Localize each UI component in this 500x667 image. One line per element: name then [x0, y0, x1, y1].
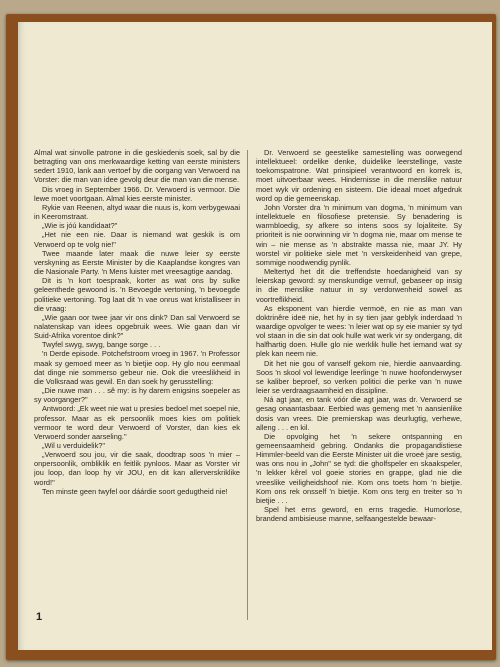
paragraph: Meltertyd het dit die treffendste hoedanigheid van sy leierskap geword: sy menskundige vernuf, gebaseer op insig in die menslike natuur in sy verdorwenheid sowel as voortreflikheid.: [256, 267, 462, 304]
paragraph: Dis vroeg in September 1966. Dr. Verwoerd is vermoor. Die lewe moet voortgaan. Almal kies eerste minister.: [34, 184, 240, 203]
paragraph: Spel het erns geword, en erns tragedie. Humorlose, brandend ambisieuse manne, selfaangestelde bewaar-: [256, 505, 462, 524]
paragraph: „Wie gaan oor twee jaar vir ons dink? Dan sal Verwoerd se nalatenskap van idees opgebruik wees. Wie gaan dan vir Suid-Afrika vorentoe dink?": [34, 312, 240, 341]
paragraph: Twyfel swyg, swyg, bange sorge . . .: [42, 340, 161, 350]
paragraph: Dit is 'n kort toespraak, korter as wat ons by sulke geleenthede gewoond is. 'n Bevoegde vertoning, 'n bevoegde politieke vertoning. Tog laat dit 'n vae onrus wat kristalliseer in die vraag:: [34, 276, 240, 313]
book-page: [18, 22, 492, 650]
paragraph: „Het nie een nie. Daar is niemand wat geskik is om Verwoerd op te volg nie!": [34, 230, 240, 249]
paragraph: Rykie van Reenen, altyd waar die nuus is, kom verbygewaai in Keeromstraat.: [34, 202, 240, 222]
paragraph: Dr. Verwoerd se geestelike samestelling was oorwegend intellektueel: ordelike denke, duidelike leerstellinge, vaste toekomspatrone. Wat prinsipieel verantwoord en korrek is, moet uitvoerbaar wees. Hindernisse in die menslike natuur moet wyk vir ordening en sisteem. Die ideaal moet afgedruk word op die gemeenskap.: [256, 148, 462, 203]
paragraph: Ten minste geen twyfel oor dáárdie soort gedugtheid nie!: [42, 486, 228, 496]
paragraph: Dit het nie gou of vanself gekom nie, hierdie aanvaarding. Soos 'n skool vol lewendige leerlinge 'n nuwe hoofonderwyser se kaliber beproef, so verken politici die perke van 'n nuwe leier se verdraagsaamheid en dissipline.: [256, 358, 462, 396]
paragraph: Almal wat sinvolle patrone in die geskiedenis soek, sal by die betragting van ons merkwaardige ketting van eerste ministers sedert 1910, lank aan vertoef by die oorgang van Verwoerd na Vorster: die man van idee gevolg deur die man van die mense.: [34, 148, 240, 185]
paragraph: John Vorster dra 'n minimum van dogma, 'n minimum van intellektuele en filosofiese pretensie. Sy benadering is warmbloedig, sy afkere so intens soos sy lojaliteite. Sy prioriteit is nie oorwinning vir 'n dogma nie, maar om mense te win – nie mense as 'n abstrakte massa nie, maar JY. Hy worstel vir politieke siele met 'n verskeidenheid van grepe, sommige noodwendig pynlik.: [256, 202, 462, 267]
paragraph: As eksponent van hierdie vermoë, en nie as man van doktrinêre ideë nie, het hy in sy tien jaar geblyk inderdaad 'n waardige opvolger te wees: 'n leier wat op sy eie manier sy tyd vol staan in die sin dat ook hulle wat werk vir sy ondergang, dit halfhartig doen. Hulle glo nie werklik hulle het iemand wat sy plek kan neem nie.: [256, 303, 462, 359]
column-divider: [247, 150, 248, 620]
paragraph: Twee maande later maak die nuwe leier sy eerste verskyning as Eerste Minister by die Kaaplandse kongres van die Nasionale Party. 'n Mens luister met vreesagtige aandag.: [34, 248, 240, 277]
paragraph: Antwoord: „Ek weet nie wat u presies bedoel met soepel nie, professor. Maar as ek persoonlik moes kies om politiek vermoor te word deur Verwoerd of Vorster, dan kies ek Verwoerd sonder aarseling.": [34, 404, 240, 441]
paragraph: „Wil u verduidelik?": [42, 441, 106, 450]
paragraph: „Wie is jóú kandidaat?": [42, 221, 118, 231]
paragraph: „Verwoerd sou jou, vir die saak, doodtrap soos 'n mier – onpersoonlik, ombliklik en feitlik pynloos. Maar as Vorster vir jou loop, dan loop hy vir JOU, en dit kan allerverskriklike word!": [34, 450, 240, 487]
page-number: 1: [36, 611, 43, 623]
paragraph: „Die nuwe man . . . sê my: is hy darem enigsins soepeler as sy voorganger?": [34, 386, 240, 405]
paragraph: Die opvolging het 'n sekere ontspanning en gemeensaamheid gebring. Ondanks die propagandistiese Himmler-beeld van die Eerste Minister uit die vroeë jare sestig, was ons nou in „John" se tyd: die gholfspeler en skaakspeler, 'n lekker kêrel vol goeie stories en grappe, glad nie die vreeslike veiligheidshoof nie. Kom ons toets hom 'n bietjie. Kom ons rek onsself 'n bietjie. Kom ons terg en treiter so 'n bietjie . . .: [256, 431, 462, 505]
text-column-right: [256, 148, 462, 624]
text-column-left: [34, 148, 240, 624]
paragraph: 'n Derde episode. Potchefstroom vroeg in 1967. 'n Professor maak sy gemoed meer as 'n bietjie oop. Hy glo nou eenmaal dat dinge nie sommerso gebeur nie. Ook die vreeslikheid in die Volksraad was gewil. En dan soek hy gerusstelling:: [34, 349, 240, 386]
paragraph: Ná agt jaar, en tank vóór die agt jaar, was dr. Verwoerd se gesag onaantasbaar. Eerbied was gemeng met 'n aansienlike dosis van vrees. Die premierskap was deurlugtig, verhewe, alleng . . . en kil.: [256, 395, 462, 432]
